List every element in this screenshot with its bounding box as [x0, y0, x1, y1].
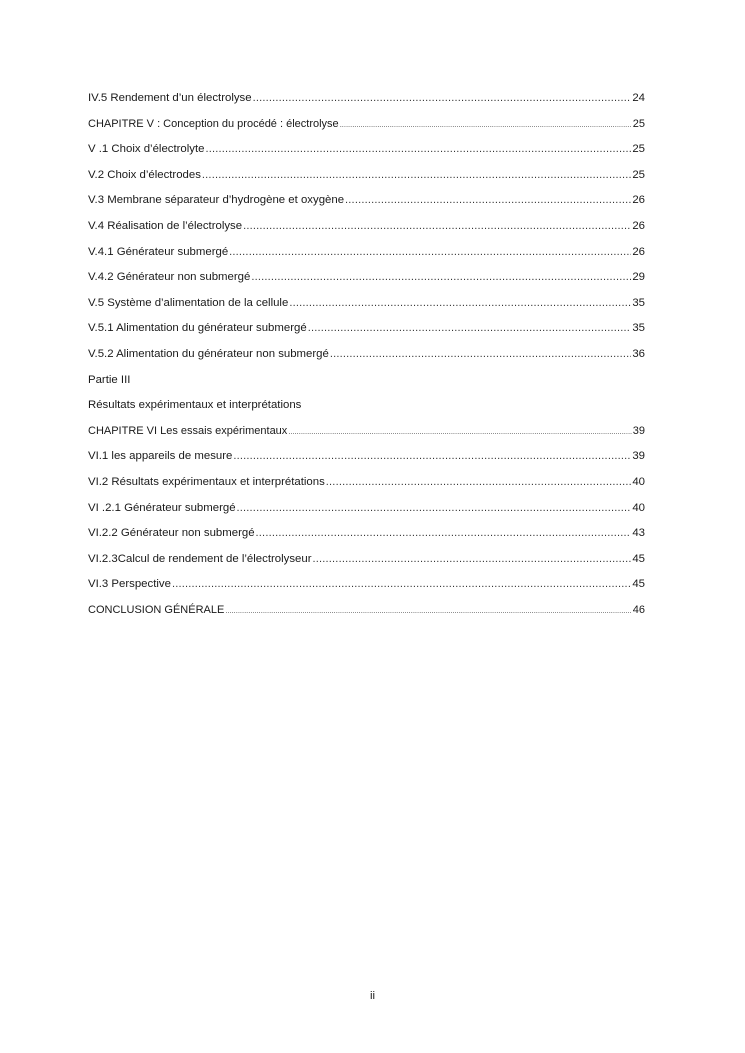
toc-entry[interactable] — [88, 419, 645, 445]
dot-leader — [308, 316, 632, 342]
toc-entry-page: 26 — [632, 219, 645, 232]
toc-entry-label: CHAPITRE V : Conception du procédé : électrolyse — [88, 117, 339, 130]
dot-leader — [229, 240, 631, 266]
dot-leader — [243, 214, 631, 240]
dot-leader — [289, 291, 631, 317]
dot-leader — [288, 419, 631, 445]
dot-leader — [202, 163, 631, 189]
toc-entry[interactable] — [88, 265, 645, 291]
toc-part-label: Résultats expérimentaux et interprétations — [88, 399, 302, 412]
toc-entry[interactable] — [88, 214, 645, 240]
toc-entry-label: V.4.1 Générateur submergé — [88, 245, 229, 258]
toc-entry[interactable] — [88, 316, 645, 342]
toc-entry[interactable] — [88, 444, 645, 470]
dot-leader — [256, 521, 632, 547]
toc-entry-label: VI.2 Résultats expérimentaux et interprétations — [88, 475, 325, 488]
toc-entry[interactable] — [88, 470, 645, 496]
dot-leader — [330, 342, 631, 368]
toc-entry-page: 36 — [632, 347, 645, 360]
toc-entry[interactable] — [88, 86, 645, 112]
toc-entry-label: CHAPITRE VI Les essais expérimentaux — [88, 424, 288, 437]
dot-leader — [206, 137, 632, 163]
toc-entry[interactable] — [88, 188, 645, 214]
toc-entry-page: 40 — [632, 501, 645, 514]
dot-leader — [345, 188, 631, 214]
dot-leader — [233, 444, 631, 470]
toc-entry-label: CONCLUSION GÉNÉRALE — [88, 603, 225, 616]
toc-part-heading — [88, 393, 645, 419]
page-number: ii — [369, 990, 376, 1002]
toc-entry[interactable] — [88, 163, 645, 189]
toc-entry-label: V.4 Réalisation de l’électrolyse — [88, 219, 243, 232]
toc-entry-page: 39 — [632, 424, 645, 437]
toc-entry-label: VI.3 Perspective — [88, 578, 171, 591]
toc-entry-page: 25 — [632, 168, 645, 181]
toc-entry-page: 29 — [632, 271, 645, 284]
toc-entry-label: V.2 Choix d’électrodes — [88, 168, 201, 181]
toc-entry-label: V.5.2 Alimentation du générateur non submergé — [88, 347, 329, 360]
toc-entry[interactable] — [88, 547, 645, 573]
dot-leader — [313, 547, 632, 573]
dot-leader — [172, 572, 631, 598]
toc-part-label: Partie III — [88, 373, 131, 386]
toc-entry-label: VI .2.1 Générateur submergé — [88, 501, 236, 514]
dot-leader — [251, 265, 631, 291]
dot-leader — [326, 470, 632, 496]
toc-entry-page: 25 — [632, 117, 645, 130]
toc-entry[interactable] — [88, 572, 645, 598]
dot-leader — [340, 112, 632, 138]
toc-entry[interactable] — [88, 342, 645, 368]
toc-entry-label: V.3 Membrane séparateur d’hydrogène et oxygène — [88, 194, 345, 207]
toc-entry-page: 35 — [632, 296, 645, 309]
toc-entry-page: 45 — [632, 552, 645, 565]
toc-entry-page: 25 — [632, 143, 645, 156]
toc-entry[interactable] — [88, 291, 645, 317]
toc-entry-page: 43 — [632, 527, 645, 540]
toc-entry-page: 35 — [632, 322, 645, 335]
toc-entry-page: 39 — [632, 450, 645, 463]
toc-entry-label: VI.2.3Calcul de rendement de l’électrolyseur — [88, 552, 312, 565]
toc-entry[interactable] — [88, 521, 645, 547]
toc-entry-label: IV.5 Rendement d’un électrolyse — [88, 92, 252, 104]
toc-entry[interactable] — [88, 240, 645, 266]
toc-entry-label: V.5.1 Alimentation du générateur submergé — [88, 322, 307, 335]
dot-leader — [225, 598, 631, 624]
toc-entry-page: 26 — [632, 245, 645, 258]
toc-entry[interactable] — [88, 137, 645, 163]
toc-entry-page: 46 — [632, 603, 645, 616]
table-of-contents — [88, 86, 645, 623]
toc-entry-label: VI.1 les appareils de mesure — [88, 450, 233, 463]
toc-entry[interactable] — [88, 112, 645, 138]
toc-part-heading — [88, 368, 645, 394]
dot-leader — [253, 86, 632, 112]
dot-leader — [237, 496, 632, 522]
toc-entry-label: V .1 Choix d’électrolyte — [88, 143, 205, 156]
toc-entry-label: V.5 Système d’alimentation de la cellule — [88, 296, 289, 309]
toc-entry[interactable] — [88, 496, 645, 522]
toc-entry-page: 26 — [632, 194, 645, 207]
toc-entry-label: V.4.2 Générateur non submergé — [88, 271, 251, 284]
toc-entry-page: 45 — [632, 578, 645, 591]
toc-entry-page: 24 — [632, 92, 645, 104]
toc-entry-page: 40 — [632, 475, 645, 488]
toc-entry[interactable] — [88, 598, 645, 624]
toc-entry-label: VI.2.2 Générateur non submergé — [88, 527, 255, 540]
